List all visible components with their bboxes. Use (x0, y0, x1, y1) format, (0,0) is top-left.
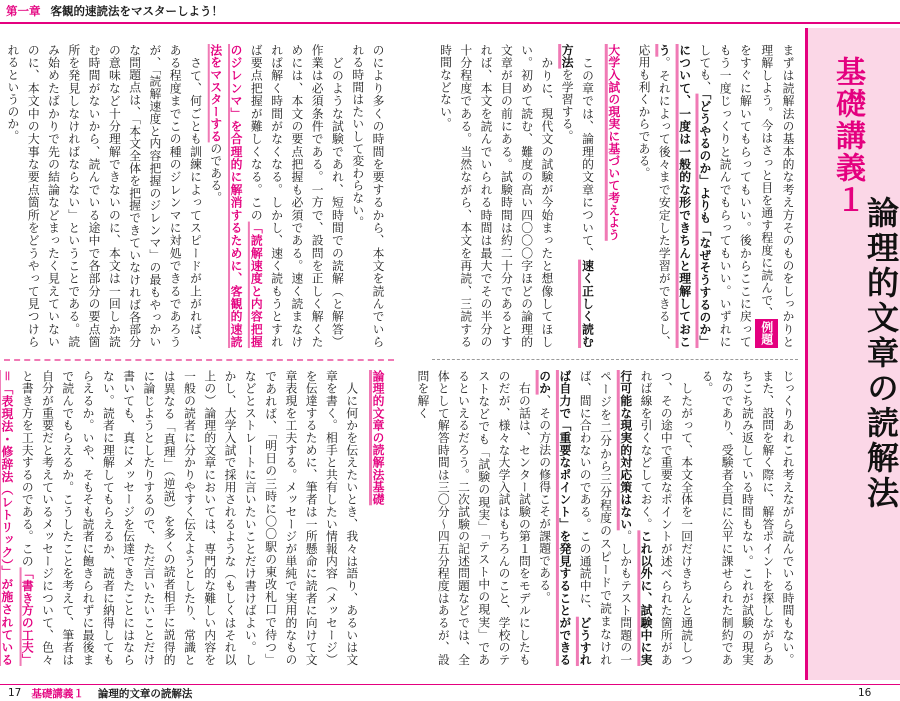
example-tag: 例題 (755, 319, 777, 348)
right-page-bottom-text (415, 370, 798, 667)
paragraph (697, 370, 798, 666)
text: どのような試験であれ、短時間での読解（と解答）作業は必須条件である。一方で、設問を正しく解くためには、本文の要点把握も必須である。速く読まなければ解く時間がなくなる。しかし、速く読もうとすれば要点把握が難しくなる。この (249, 44, 345, 348)
section-heading (603, 44, 623, 348)
header-rule (0, 22, 900, 24)
chapter-label: 第一章 (6, 4, 41, 18)
key-point: これ以外に、試験中に実行可能な現実的対応策はない (618, 370, 654, 666)
text: をすぐに解いてもらってもいい。後からここに戻ってもう一度じっくりと読んでもらってもいい。いずれにしても、 (697, 44, 753, 348)
right-page-footer (858, 686, 871, 700)
lecture-label: 基礎講義１ (830, 56, 865, 216)
paragraph (3, 44, 206, 348)
text: この章では、論理的文章について、 (580, 56, 595, 260)
paragraph (557, 44, 598, 348)
left-page-top-text (5, 44, 388, 349)
chapter-title: 客観的速読法をマスターしよう！ (50, 4, 223, 18)
footer-title: 論理的文章の読解法 (97, 687, 193, 700)
key-point: 「読解速度と内容把握のジレンマ」を合理的に解消するために、客観的速読法をマスターする (208, 44, 264, 349)
section-divider (4, 359, 394, 361)
page-number: 17 (8, 687, 22, 699)
text: かりに、現代文の試験が今始まったと想像してほしい。初めて読む、難度の高い四〇〇〇字ほどの論理的文章が目の前にある。試験時間は約二十分であるとすれば、本文を読んでいられる時間は最大でその半分の十分程度である。当然ながら、本文を再読、三読する時間などない。 (438, 44, 554, 348)
text: 人に何かを伝えたいとき、我々は語り、あるいは文章を書く。相手と共有したい情報内容（メッセージ）を伝達するために、筆者は一所懸命に読者に向けて文章表現を工夫する。メッセージが単純で実用的なものであれば、「明日の三時に〇〇駅の東改札口で待つ」などとストレートに言いたいことだけ書けばよい。しかし、大学入試で採用されるような（もしくはそれ以上の）論理的文章においては、専門的な難しい内容を一般の読者に分かりやすく伝えようとしたり、常識とは異なる「真理」（逆説）を多くの読者相手に説得的に論じようとしたりするので、ただ言いたいことだけ書いても、真にメッセージを伝達できたことにはならない。読者に理解してもらえるか、読者に納得してもらえるか。いや、そもそも読者に飽きられずに最後まで読んでもらえるか。こうしたことを考えて、筆者は自分が重要だと考えているメッセージについて、色々と書き方を工夫するのである。この (20, 370, 359, 666)
page-number: 16 (858, 687, 872, 699)
running-header (0, 0, 900, 22)
paragraph (0, 370, 362, 666)
key-point: 「書き方の工夫」＝「表現法・修辞法（レトリック）」が施されている (0, 370, 35, 666)
section-heading-text: 論理的文章の読解法基礎 (371, 370, 385, 506)
text: のにより多くの時間を要するから、本文を読んでいられる時間はたいして変わらない。 (350, 44, 385, 348)
text: 。しかもテスト問題の一ページを二分から三分程度のスピードで読まなければ、間に合わないのである。この通読中に、 (578, 370, 633, 666)
text: 。それによって後々まで安定した学習ができるし、応用も利くからである。 (637, 44, 672, 348)
left-page-bottom-text (0, 370, 388, 666)
divider (432, 359, 798, 360)
text: を学習する。 (560, 68, 575, 143)
key-point: どうすれば自力で「重要なポイント」を発見することができるのか (537, 370, 593, 667)
section-heading-text: 大学入試の現実に基づいて考えよう (606, 44, 621, 241)
section-heading (368, 370, 388, 666)
text: 、その方法の修得こそが課題である。 (537, 394, 552, 604)
paragraph (413, 370, 535, 666)
paragraph (634, 44, 798, 348)
text: じっくりあれこれ考えながら読んでいる時間もない。また、設問を解く際に、解答ポイントを探しながらあちこち読み返している時間もない。これが試験の現実なのであり、受験者全員に公平に課せられた制約である。 (699, 370, 795, 666)
paragraph (534, 370, 696, 666)
text: 右の話は、センター試験の第１問をモデルにしたものだが、様々な大学入試はもちろんのこと、学校のテストなどでも「試験の現実」「テスト中の現実」であるといえるだろう。二次試験の記述問題などでは、全体として解答時間は三〇分〜四五分程度はあるが、設問を解く (415, 370, 532, 666)
key-point: 速く正しく読む方法 (560, 44, 595, 348)
right-page-top-text (432, 44, 798, 348)
text: さて、何ごとも訓練によってスピードが上がれば、ある程度までこの種のジレンマに対処できるであろうが、「読解速度と内容把握のジレンマ」の最もやっかいな問題点は、「本文全体を把握できていなければ各部分の意味など十分理解できないのに、本文は一回しか読む時間がないから、読んでいる途中で各部分の要点箇所を発見しなければならない」ということである。読み始めたばかりで先の結論などまったく見えていないのに、本文中の大事な要点箇所をどうやって見つけられるというのか。 (5, 44, 203, 348)
paragraph (347, 44, 388, 348)
text: まずは読解法の基本的な考え方そのものをしっかりと理解しよう。今はさっと目を通す程度に読んで、 (759, 44, 795, 348)
paragraph (435, 44, 557, 348)
key-point: 「どうやるのか」よりも「なぜそうするのか」について、一度は一般的な形できちんと理解しておこう (657, 44, 712, 349)
lecture-title: 論理的文章の読解法 (862, 196, 900, 511)
text: したがって、本文全体を一回だけきちんと通読しつつ、その途中で重要なポイントが述べられた箇所があれば線を引くなどしておく。 (639, 370, 694, 666)
footer-lecture: 基礎講義１ (31, 687, 84, 700)
left-page-footer (8, 686, 192, 700)
paragraph (205, 44, 347, 348)
text: のである。 (208, 142, 223, 204)
